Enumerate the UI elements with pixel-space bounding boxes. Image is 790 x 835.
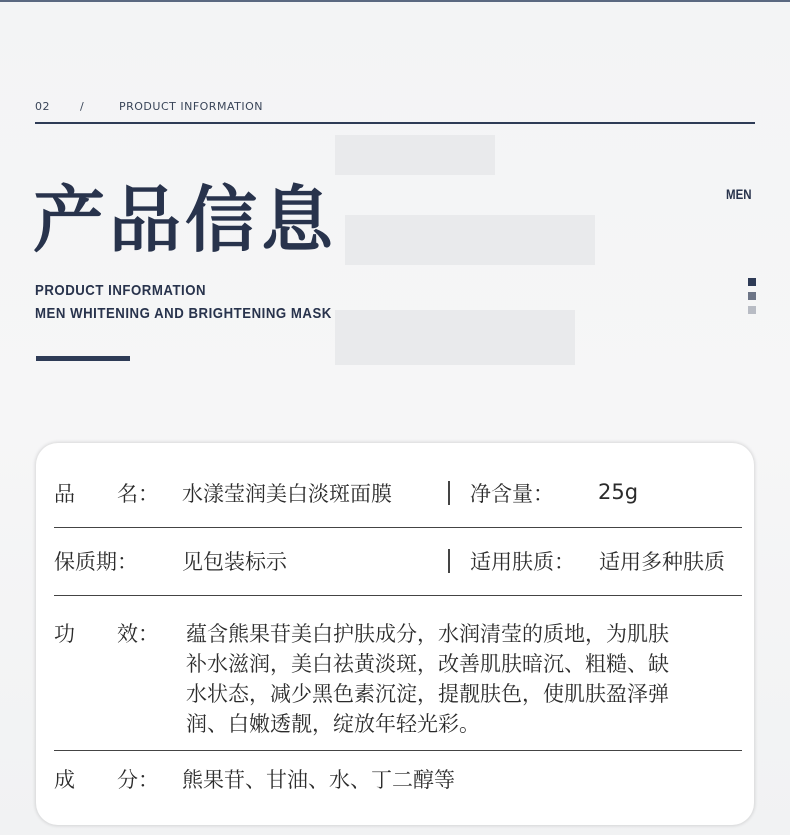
name-label: 品 名： [54,482,159,506]
top-border [0,0,790,2]
net-content-value: 25g [598,480,639,504]
background-watermark [335,135,635,375]
section-number: 02 [35,100,50,113]
subtitle-line-1: PRODUCT INFORMATION [35,282,207,299]
net-content-label: 净含量： [470,482,554,506]
effect-label: 功 效： [54,622,159,646]
effect-line: 补水滋润，美白祛黄淡斑，改善肌肤暗沉、粗糙、缺 [186,652,669,676]
effect-line: 润、白嫩透靓，绽放年轻光彩。 [186,712,480,736]
ingredients-label: 成 分： [54,768,159,792]
decor-square-dark [748,278,756,286]
shelf-life-label: 保质期： [54,550,138,574]
row-divider [54,595,742,596]
column-separator [448,481,450,505]
skin-type-value: 适用多种肤质 [599,550,725,574]
name-value: 水漾莹润美白淡斑面膜 [182,482,392,506]
accent-bar [36,356,130,361]
men-tag: MEN [726,186,752,202]
column-separator [448,549,450,573]
page-title: 产品信息 [33,178,338,262]
decor-square-mid [748,292,756,300]
skin-type-label: 适用肤质： [470,550,575,574]
effect-line: 蕴含熊果苷美白护肤成分，水润清莹的质地，为肌肤 [186,622,669,646]
row-divider [54,527,742,528]
breadcrumb-separator: / [80,100,85,113]
row-divider [54,750,742,751]
shelf-life-value: 见包装标示 [182,550,287,574]
ingredients-value: 熊果苷、甘油、水、丁二醇等 [182,768,455,792]
info-card [36,443,754,825]
subtitle-line-2: MEN WHITENING AND BRIGHTENING MASK [35,305,332,322]
header-divider [35,122,755,124]
effect-line: 水状态，减少黑色素沉淀，提靓肤色，使肌肤盈泽弹 [186,682,669,706]
effect-description [186,619,746,739]
section-title: PRODUCT INFORMATION [119,100,263,113]
decor-square-light [748,306,756,314]
